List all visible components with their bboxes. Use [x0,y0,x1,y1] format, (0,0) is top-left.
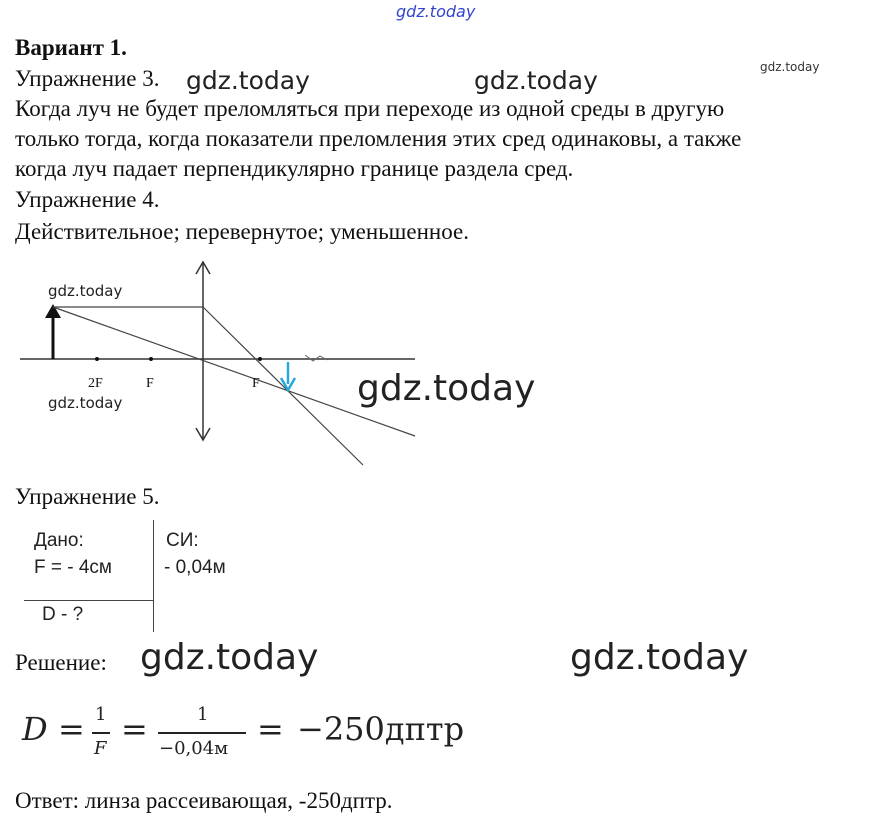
watermark-solution-b: gdz.today [570,637,749,678]
formula-d: D [22,710,48,748]
given-label: Дано: [34,530,84,551]
object-arrow-head [45,304,61,318]
given-table-vertical-line [153,520,154,632]
ex5-answer: Ответ: линза рассеивающая, -250дптр. [15,788,393,813]
find-value: D - ? [42,604,84,625]
axis-mark [305,355,327,361]
formula [22,700,482,770]
formula-eq-3: = [257,710,284,748]
point-2f [95,357,99,361]
si-label: СИ: [166,530,199,551]
ex3-title: Упражнение 3. [15,66,160,91]
frac2-num: 1 [197,704,209,725]
formula-eq-1: = [58,710,85,748]
ex4-title: Упражнение 4. [15,187,160,212]
frac1-num: 1 [95,704,107,725]
watermark-top: gdz.today [396,2,476,21]
watermark-diagram-b: gdz.today [48,394,123,412]
label-f-left: F [146,376,154,391]
watermark-corner: gdz.today [760,60,820,74]
watermark-diagram-a: gdz.today [48,282,123,300]
ex3-line-3: когда луч падает перпендикулярно границе раздела сред. [15,156,574,181]
ex4-answer: Действительное; перевернутое; уменьшенное. [15,219,469,244]
frac1-den: F [94,738,107,759]
watermark-solution-a: gdz.today [140,637,319,678]
given-value: F = - 4см [34,557,112,578]
ex3-line-1: Когда луч не будет преломляться при переходе из одной среды в другую [15,96,725,121]
formula-eq-2: = [121,710,148,748]
given-table-horizontal-line [24,600,153,601]
point-f-left [149,357,153,361]
solution-label: Решение: [15,650,107,675]
label-2f: 2F [88,376,103,391]
frac1-bar [92,732,110,734]
given-table [20,520,255,632]
watermark-ex3-a: gdz.today [186,66,310,95]
formula-result: −250дптр [297,710,465,748]
label-f-right: F [252,376,260,391]
frac2-den: −0,04м [159,738,229,759]
ex3-line-2: только тогда, когда показатели преломления этих сред одинаковы, а также [15,126,742,151]
frac2-bar [158,732,246,734]
watermark-diagram-big: gdz.today [357,368,536,409]
si-value: - 0,04м [164,557,226,578]
watermark-ex3-b: gdz.today [474,66,598,95]
ray-refracted [203,307,363,465]
variant-heading: Вариант 1. [15,35,127,60]
point-f-right [258,357,262,361]
ex5-title: Упражнение 5. [15,484,160,509]
